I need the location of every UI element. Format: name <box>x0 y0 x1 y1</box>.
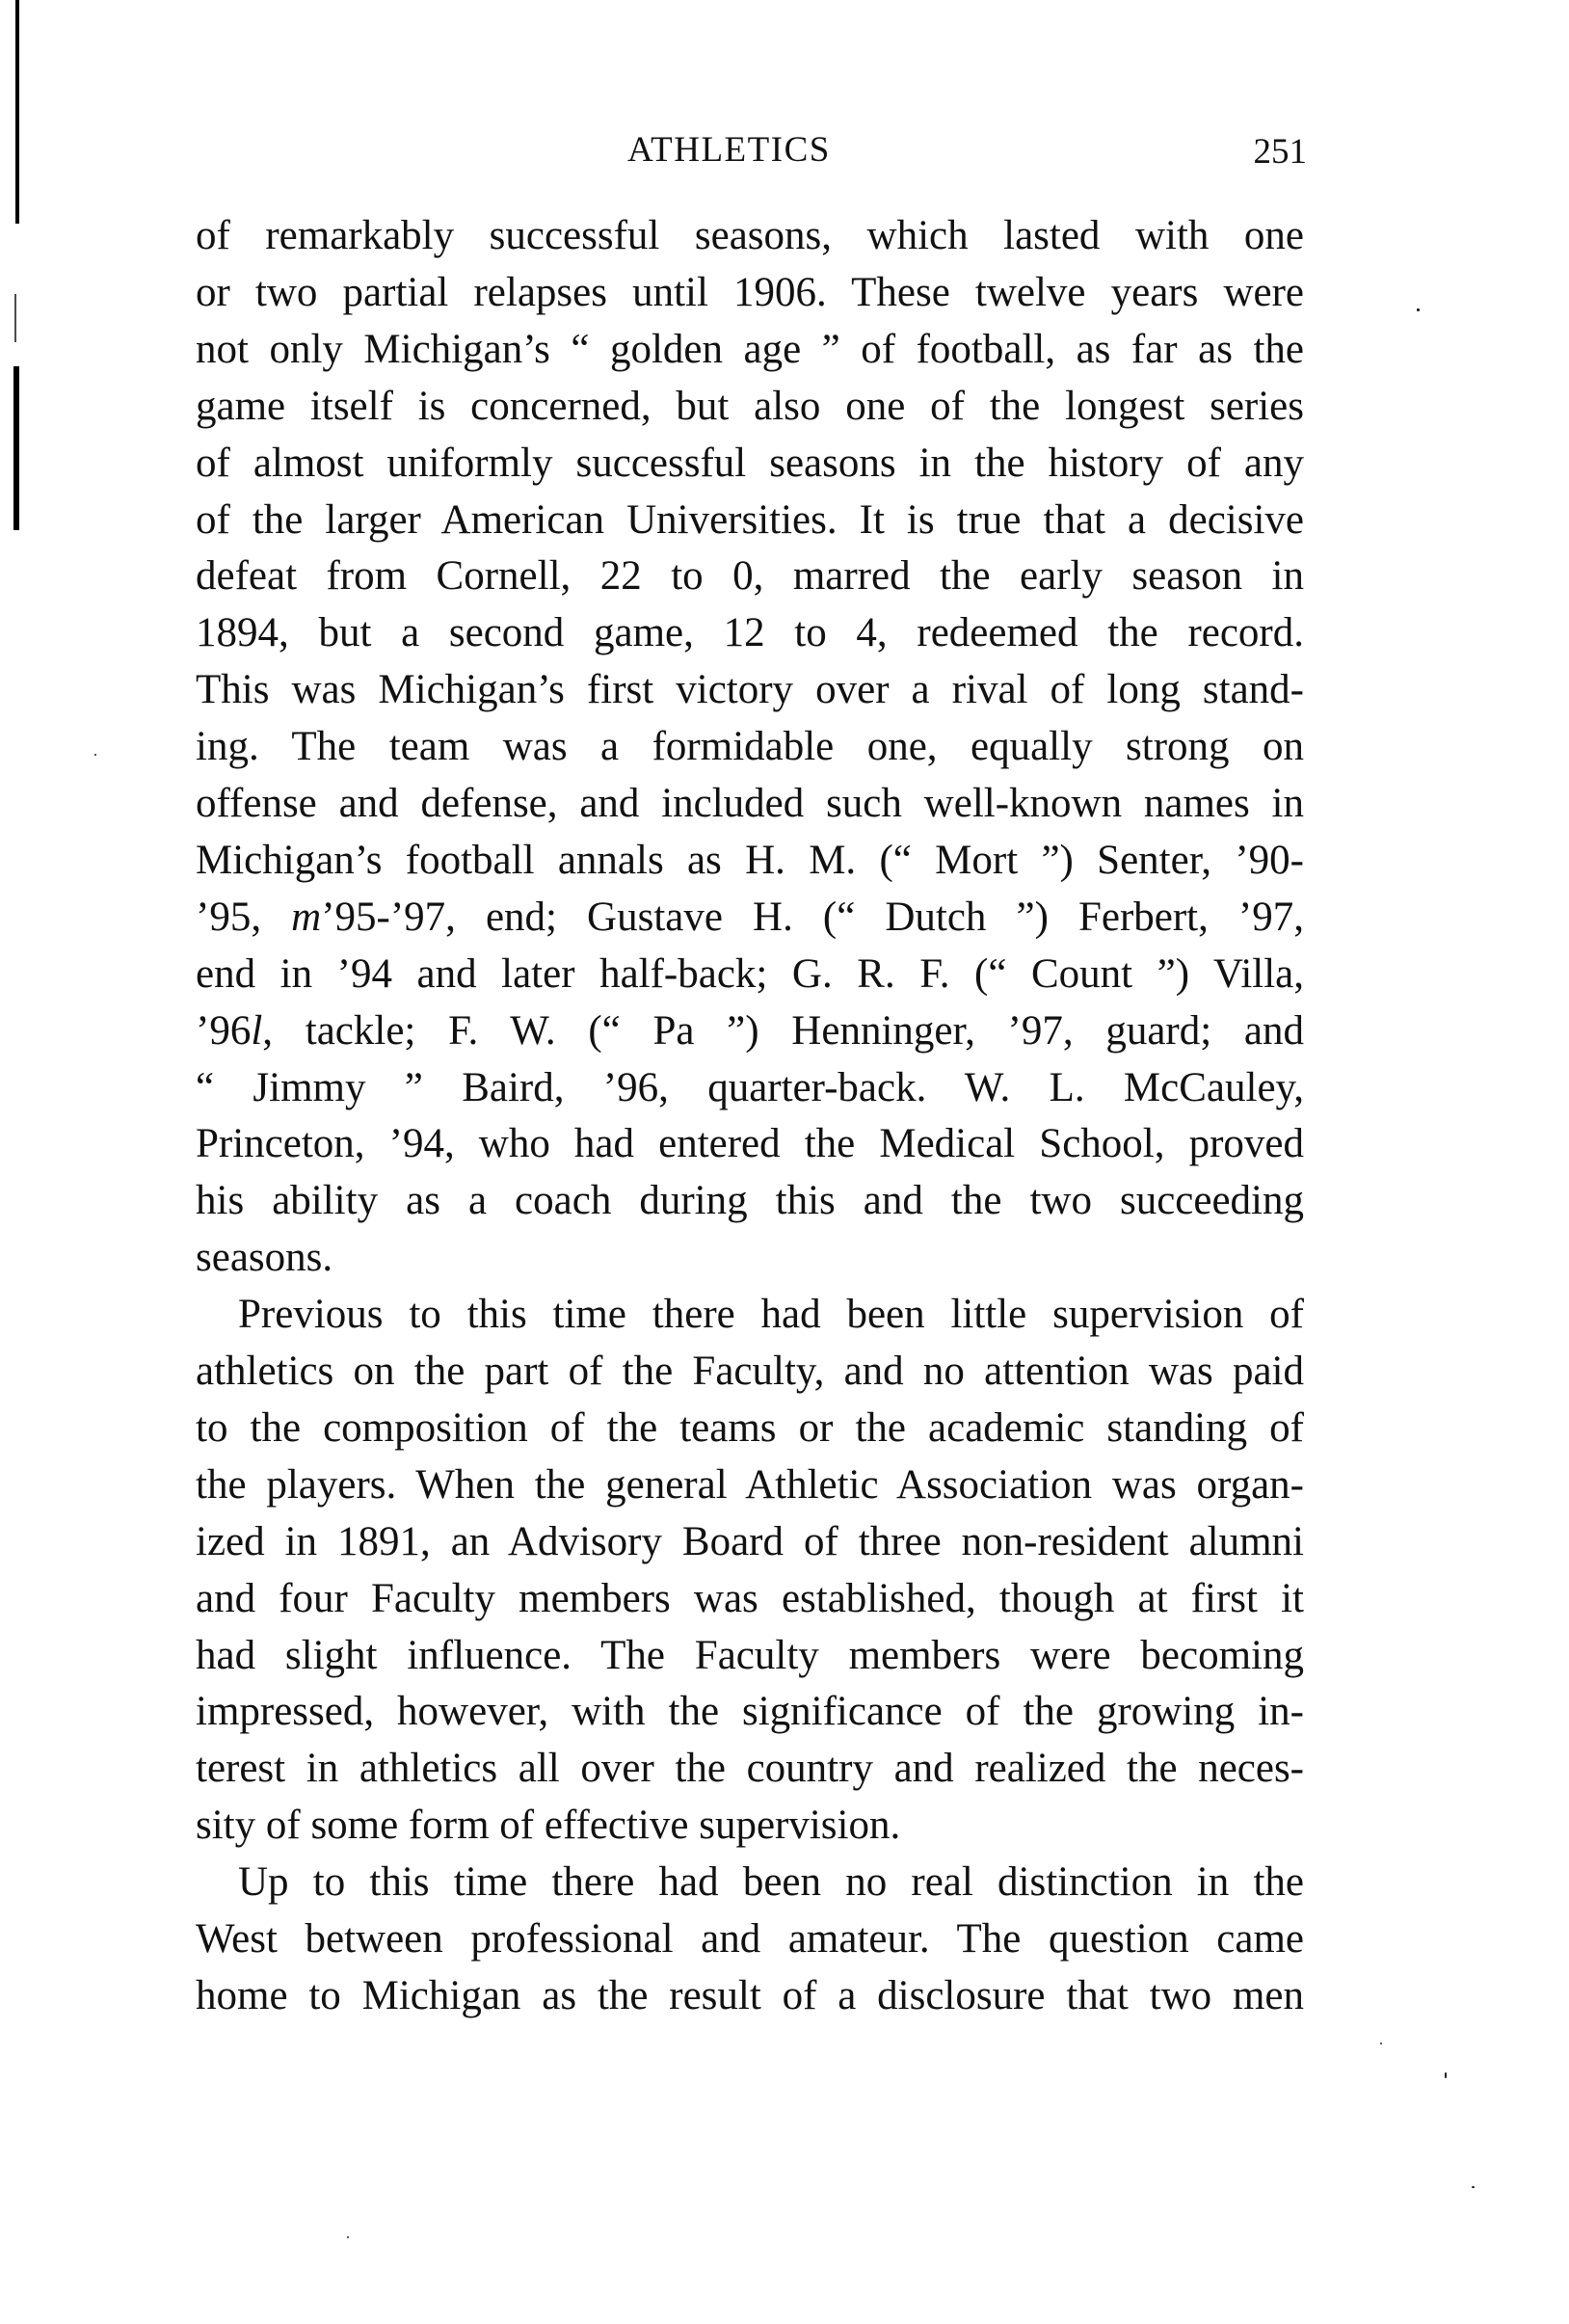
text-run: Up to this time there had been no real distinction in the <box>238 1859 1304 1906</box>
text-line <box>196 1348 1304 1396</box>
text-run: defeat from Cornell, 22 to 0, marred the early season in <box>196 553 1304 600</box>
page-number: 251 <box>1253 132 1307 172</box>
text-line <box>196 212 1304 260</box>
text-run: the players. When the general Athletic Association was organ- <box>196 1461 1304 1508</box>
text-line <box>196 1802 1304 1850</box>
running-head: ATHLETICS <box>627 130 831 170</box>
text-run: not only Michigan’s “ golden age ” of football, as far as the <box>196 326 1304 372</box>
text-run: , tackle; F. W. (“ Pa ”) Henninger, ’97, guard; and <box>262 1007 1304 1054</box>
text-line <box>196 1745 1304 1793</box>
text-run: impressed, however, with the significance of the growing in- <box>196 1689 1304 1735</box>
text-run: ’95, <box>196 894 292 940</box>
text-line <box>196 1177 1304 1225</box>
italic-text: l <box>251 1007 263 1054</box>
text-line <box>238 1291 1304 1339</box>
text-run: Michigan’s football annals as H. M. (“ Mort ”) Senter, ’90- <box>196 837 1304 883</box>
scan-speck <box>94 754 96 756</box>
text-line <box>196 950 1304 999</box>
text-run: ’96 <box>196 1007 252 1054</box>
text-run: of the larger American Universities. It is true that a decisive <box>196 496 1304 543</box>
text-run: “ Jimmy ” Baird, ’96, quarter-back. W. L. McCauley, <box>196 1064 1304 1110</box>
text-run: of remarkably successful seasons, which lasted with one <box>196 213 1304 258</box>
text-line <box>196 440 1304 488</box>
text-line <box>196 666 1304 714</box>
text-run: terest in athletics all over the country and realized the neces- <box>196 1746 1304 1792</box>
text-run: sity of some form of effective supervision. <box>196 1803 901 1849</box>
text-run: offense and defense, and included such well-known names in <box>196 781 1304 826</box>
text-line <box>196 383 1304 431</box>
text-run: ized in 1891, an Advisory Board of three non-resident alumni <box>196 1518 1304 1564</box>
text-run: had slight influence. The Faculty members were becoming <box>196 1632 1304 1678</box>
text-run: Previous to this time there had been little supervision of <box>238 1292 1304 1338</box>
text-line <box>196 1007 1304 1055</box>
text-line <box>196 1461 1304 1509</box>
scan-edge-line-top <box>15 0 19 224</box>
text-line <box>196 837 1304 885</box>
scan-speck <box>1445 2072 1447 2078</box>
text-line <box>196 1518 1304 1566</box>
text-line <box>196 1234 1304 1282</box>
text-run: of almost uniformly successful seasons in the history of any <box>196 440 1304 486</box>
text-run: to the composition of the teams or the academic standing of <box>196 1404 1304 1451</box>
text-run: end in ’94 and later half-back; G. R. F. (“ Count ”) Villa, <box>196 950 1304 997</box>
text-line <box>196 609 1304 657</box>
scan-speck <box>1472 2186 1475 2188</box>
text-run: and four Faculty members was established, though at first it <box>196 1575 1304 1621</box>
text-line <box>196 1688 1304 1736</box>
text-line <box>196 269 1304 317</box>
text-line <box>196 1972 1304 2020</box>
text-run: ing. The team was a formidable one, equally strong on <box>196 724 1304 770</box>
text-line <box>196 780 1304 828</box>
text-line <box>196 496 1304 545</box>
scan-speck <box>1417 308 1420 311</box>
scan-edge-dashes <box>14 294 16 342</box>
scan-speck <box>347 2236 349 2238</box>
scan-edge-line-bottom <box>13 366 19 530</box>
text-run: ’95-’97, end; Gustave H. (“ Dutch ”) Ferbert, ’97, <box>321 894 1304 940</box>
text-run: West between professional and amateur. The question came <box>196 1916 1304 1962</box>
text-run: home to Michigan as the result of a disclosure that two men <box>196 1972 1304 2018</box>
text-line <box>196 552 1304 601</box>
text-line <box>238 1858 1304 1907</box>
text-line <box>196 1404 1304 1453</box>
text-line <box>196 1915 1304 1963</box>
text-line <box>196 723 1304 771</box>
text-line <box>196 326 1304 374</box>
text-run: This was Michigan’s first victory over a rival of long stand- <box>196 667 1304 713</box>
italic-text: m <box>291 894 322 940</box>
scan-speck <box>1380 2043 1382 2044</box>
text-line <box>196 1575 1304 1623</box>
text-run: Princeton, ’94, who had entered the Medical School, proved <box>196 1121 1304 1167</box>
text-run: 1894, but a second game, 12 to 4, redeemed the record. <box>196 610 1304 656</box>
text-run: game itself is concerned, but also one of the longest series <box>196 383 1304 429</box>
text-run: seasons. <box>196 1235 333 1281</box>
text-line <box>196 1632 1304 1680</box>
text-line <box>196 1064 1304 1112</box>
text-line <box>196 1120 1304 1168</box>
text-line <box>196 894 1304 942</box>
text-run: his ability as a coach during this and the two succeeding <box>196 1178 1304 1224</box>
text-run: athletics on the part of the Faculty, and no attention was paid <box>196 1349 1304 1394</box>
text-run: or two partial relapses until 1906. These twelve years were <box>196 269 1304 315</box>
